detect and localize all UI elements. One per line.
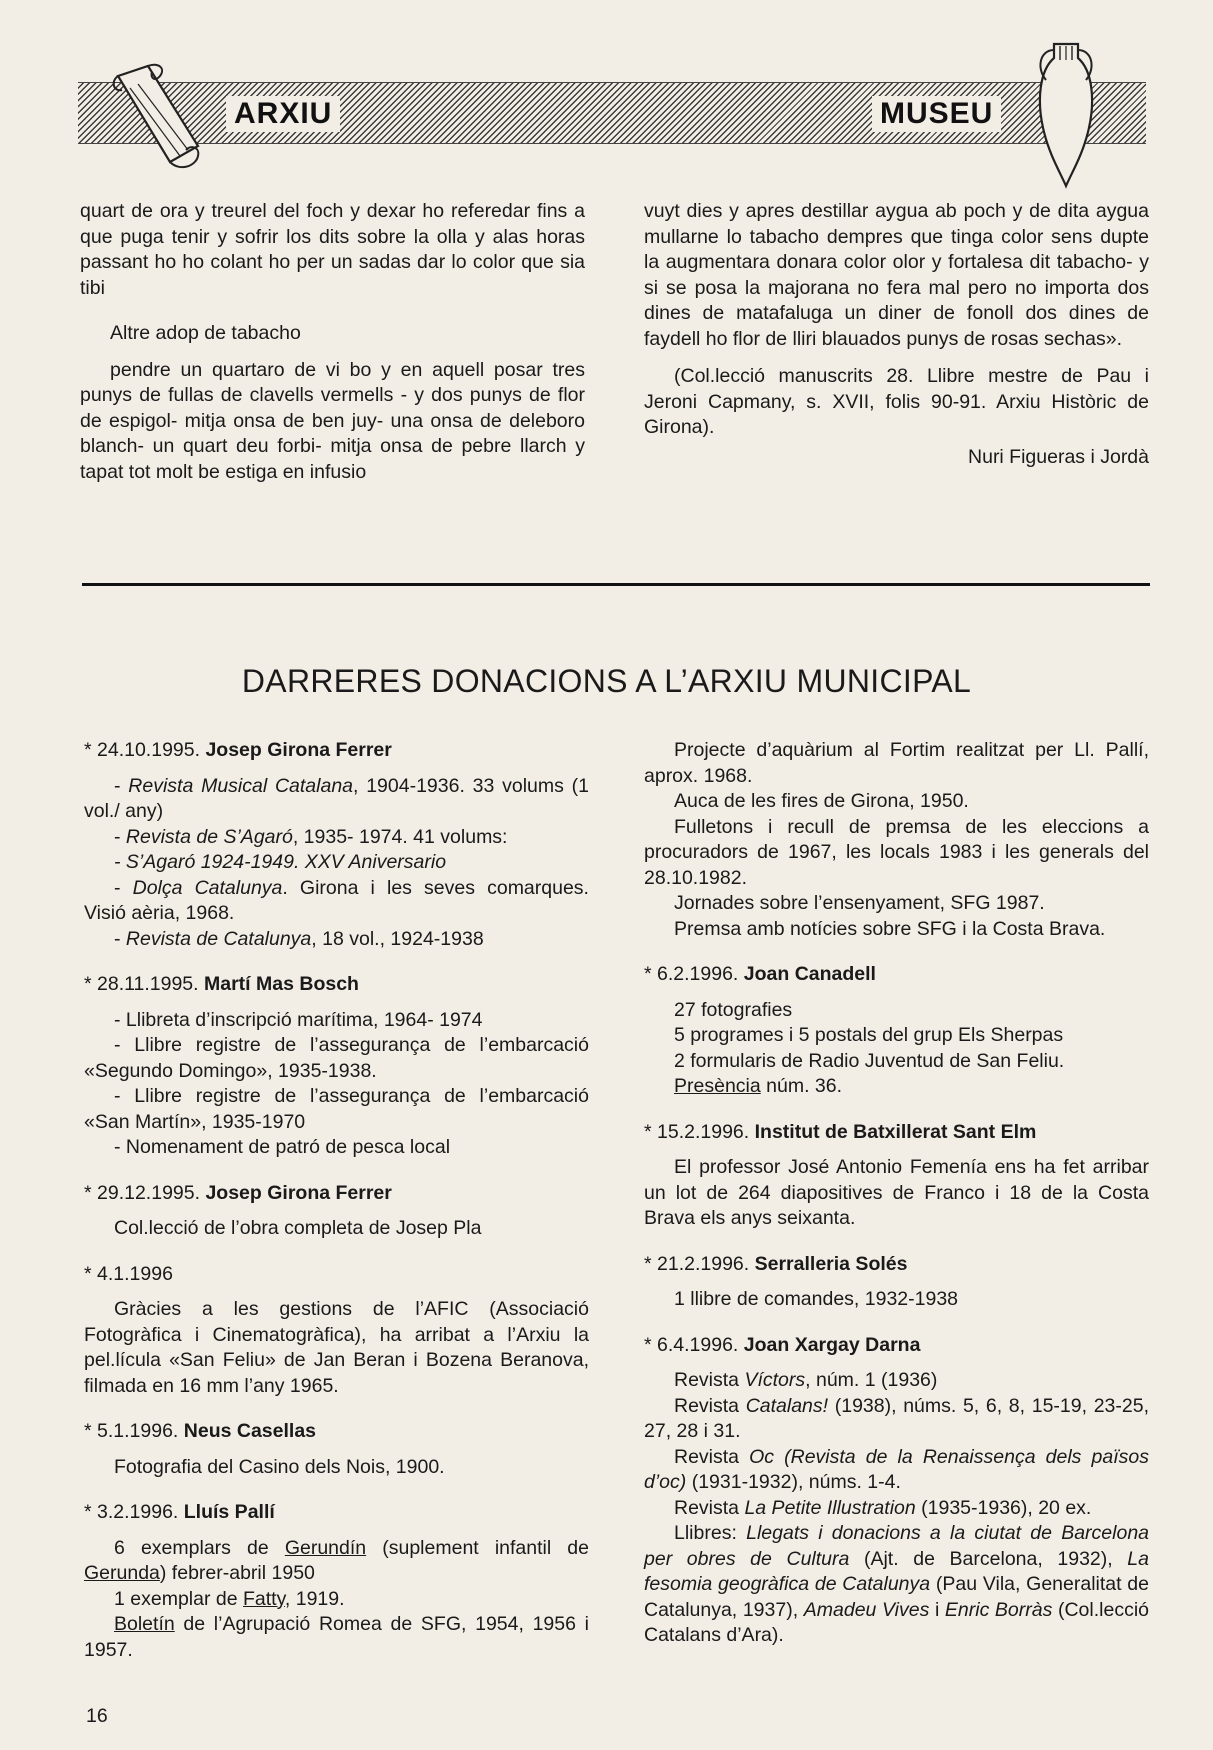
entry-date: * 29.12.1995. [84, 1181, 201, 1204]
bottom-right-column [644, 738, 1149, 1649]
scroll-icon [100, 58, 220, 176]
list-item: - Revista de Catalunya, 18 vol., 1924-1938 [114, 927, 484, 950]
entry-heading [644, 1333, 1149, 1359]
bottom-left-column [84, 738, 589, 1663]
list-item: Presència núm. 36. [674, 1075, 843, 1097]
entry-date: * 6.4.1996. [644, 1333, 739, 1356]
list-item: Fotografia del Casino dels Nois, 1900. [114, 1455, 445, 1478]
citation: (Col.lecció manuscrits 28. Llibre mestre de Pau i Jeroni Capmany, s. XVII, folis 90-91. Arxiu Històric de Girona). [644, 365, 1149, 438]
list-item: Auca de les fires de Girona, 1950. [674, 790, 969, 812]
section-title: DARRERES DONACIONS A L’ARXIU MUNICIPAL [241, 663, 972, 699]
paragraph: El professor José Antonio Femenía ens ha fet arribar un lot de 264 diapositives de Franco i 18 de la Costa Brava els anys seixanta. [644, 1156, 1149, 1229]
list-item: - Revista Musical Catalana, 1904-1936. 33 volums (1 vol./ any) [84, 774, 589, 822]
list-item: 5 programes i 5 postals del grup Els Sherpas [674, 1024, 1064, 1046]
page-number: 16 [86, 1705, 108, 1727]
entry-heading [84, 1181, 589, 1207]
list-item: Jornades sobre l’ensenyament, SFG 1987. [674, 892, 1045, 914]
entry-date: * 6.2.1996. [644, 963, 739, 985]
list-item: - Llibreta d’inscripció marítima, 1964- 1974 [114, 1008, 483, 1031]
donor-name: Josep Girona Ferrer [205, 739, 392, 761]
entry-heading [84, 1419, 589, 1445]
list-item: Revista Catalans! (1938), núms. 5, 6, 8, 15-19, 23-25, 27, 28 i 31. [644, 1394, 1149, 1442]
entry-heading [84, 1262, 589, 1288]
donor-name: Joan Canadell [743, 963, 876, 985]
top-right-column [644, 199, 1149, 470]
entry-date: * 4.1.1996 [84, 1262, 173, 1285]
entry-date: * 3.2.1996. [84, 1501, 179, 1523]
entry-heading [84, 972, 589, 998]
list-item: - Nomenament de patró de pesca local [114, 1136, 451, 1158]
list-item: Col.lecció de l’obra completa de Josep Pla [114, 1217, 482, 1239]
entry-date: * 28.11.1995. [84, 973, 199, 995]
donor-name: Institut de Batxillerat Sant Elm [754, 1120, 1037, 1143]
list-item: 1 exemplar de Fatty, 1919. [114, 1587, 345, 1610]
author: Nuri Figueras i Jordà [968, 445, 1149, 468]
paragraph: Altre adop de tabacho [110, 322, 301, 344]
entry-date: * 24.10.1995. [84, 739, 201, 761]
list-item: Premsa amb notícies sobre SFG i la Costa Brava. [674, 917, 1106, 940]
list-item: - Revista de S’Agaró, 1935- 1974. 41 volums: [114, 825, 508, 848]
list-item: - Dolça Catalunya. Girona i les seves comarques. Visió aèria, 1968. [84, 876, 589, 924]
donor-name: Neus Casellas [183, 1420, 317, 1442]
entry-heading [644, 1120, 1149, 1146]
list-item: Projecte d’aquàrium al Fortim realitzat per Ll. Pallí, aprox. 1968. [644, 739, 1149, 787]
entry-heading [84, 1500, 589, 1526]
list-item: Fulletons i recull de premsa de les eleccions a procuradors de 1967, les locals 1983 i les generals del 28.10.1982. [644, 815, 1149, 889]
list-item: - Llibre registre de l’assegurança de l’embarcació «Segundo Domingo», 1935-1938. [84, 1034, 589, 1082]
entry-date: * 21.2.1996. [644, 1252, 750, 1275]
donor-name: Josep Girona Ferrer [205, 1181, 392, 1204]
donor-name: Martí Mas Bosch [204, 973, 359, 995]
list-item: 1 llibre de comandes, 1932-1938 [674, 1288, 959, 1310]
list-item: Revista Oc (Revista de la Renaissença dels països d’oc) (1931-1932), núms. 1-4. [644, 1445, 1149, 1493]
list-item: 27 fotografies [674, 998, 793, 1021]
paragraph: Gràcies a les gestions de l’AFIC (Associació Fotogràfica i Cinematogràfica), ha arribat a l’Arxiu la pel.lícula «San Feliu» de Jan Beran i Bozena Beranova, filmada en 16 mm l’any 1965. [84, 1298, 589, 1397]
list-item: Llibres: Llegats i donacions a la ciutat de Barcelona per obres de Cultura (Ajt. de Barcelona, 1932), La fesomia geogràfica de Catalunya (Pau Vila, Generalitat de Catalunya, 1937), Amadeu Vives i Enric Borràs (Col.lecció Catalans d’Ara). [644, 1522, 1150, 1646]
paragraph: quart de ora y treurel del foch y dexar ho referedar fins a que puga tenir y sofrir los dits sobre la olla y alas horas passant ho ho colant ho per un sadas dar lo color que sia tibi [80, 200, 585, 299]
entry-heading [84, 738, 589, 764]
list-item: Revista La Petite Illustration (1935-1936), 20 ex. [674, 1496, 1092, 1519]
paragraph: vuyt dies y apres destillar aygua ab poch y de dita aygua mullarne lo tabacho dempres que tinga color sens dupte la augmentara donara color olor y fortalesa dit tabacho- y si se posa la majorana no fera mal pero no importa dos dines de matafaluga un diner de fonoll dos dines de faydell ho flor de lliri blauados punys de rosas sechas». [644, 200, 1149, 350]
list-item: Boletín de l’Agrupació Romea de SFG, 1954, 1956 i 1957. [84, 1613, 589, 1661]
paragraph: pendre un quartaro de vi bo y en aquell posar tres punys de fullas de clavells vermells - y dos punys de flor de espigol- mitja onsa de ben juy- una onsa de deleboro blanch- un quart deu forbi- mitja onsa de pebre llarch y tapat tot molt be estiga en infusio [80, 358, 585, 483]
header-left-label: ARXIU [226, 96, 340, 132]
list-item: - S’Agaró 1924-1949. XXV Aniversario [114, 851, 447, 873]
donor-name: Lluís Pallí [183, 1501, 275, 1523]
entry-date: * 5.1.1996. [84, 1420, 179, 1442]
amphora-icon [1026, 40, 1106, 190]
header-right-label: MUSEU [872, 96, 1001, 132]
list-item: Revista Víctors, núm. 1 (1936) [674, 1369, 938, 1391]
entry-heading [644, 962, 1149, 988]
list-item: - Llibre registre de l’assegurança de l’embarcació «San Martín», 1935-1970 [84, 1085, 589, 1133]
list-item: 6 exemplars de Gerundín (suplement infantil de Gerunda) febrer-abril 1950 [84, 1536, 589, 1584]
entry-date: * 15.2.1996. [644, 1120, 750, 1143]
top-left-column [80, 199, 585, 485]
section-divider [82, 583, 1150, 586]
list-item: 2 formularis de Radio Juventud de San Feliu. [674, 1049, 1065, 1072]
donor-name: Serralleria Solés [754, 1252, 908, 1275]
donor-name: Joan Xargay Darna [743, 1333, 921, 1356]
entry-heading [644, 1252, 1149, 1278]
